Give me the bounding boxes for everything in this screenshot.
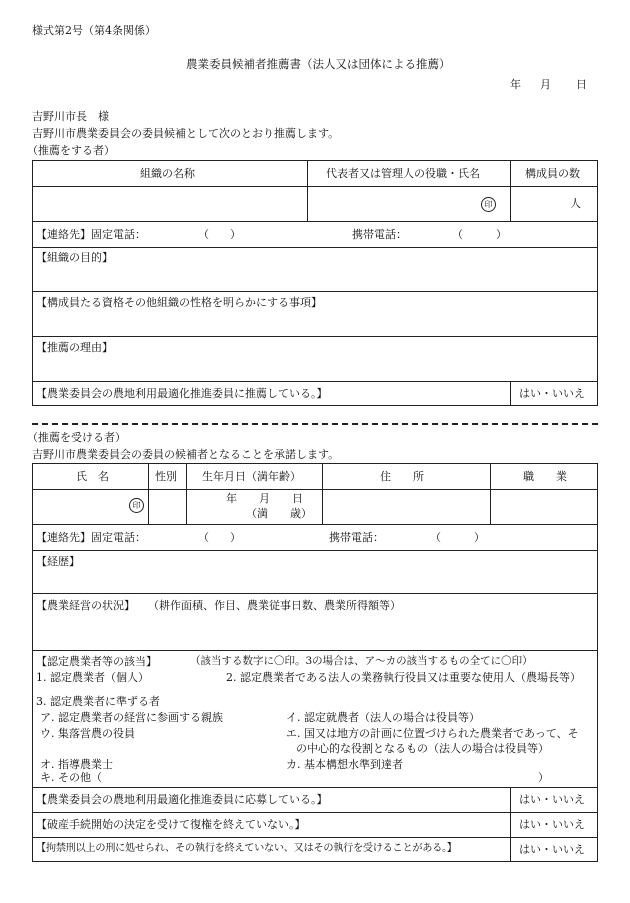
option-3[interactable]: 3. 認定農業者に準ずる者 <box>36 695 160 708</box>
career-label: 【経歴】 <box>36 555 80 568</box>
nominee-mobile-paren-open: （ <box>430 531 441 544</box>
fixed-phone-paren-close: ） <box>230 228 241 241</box>
col-gender: 性別 <box>155 470 177 483</box>
qualification-label: 【構成員たる資格その他組織の性格を明らかにする事項】 <box>36 296 322 309</box>
optimization-recommend-label: 【農業委員会の農地利用最適化推進委員に推薦している。】 <box>36 387 328 400</box>
member-count-field[interactable] <box>512 188 567 218</box>
col-representative: 代表者又は管理人の役職・氏名 <box>326 167 480 180</box>
option-3o[interactable]: オ. 指導農業士 <box>40 758 113 771</box>
certified-heading: 【認定農業者等の該当】 <box>36 655 157 668</box>
option-3ki[interactable]: キ. その他（ <box>40 771 102 784</box>
nominee-mobile-paren-close: ） <box>474 531 485 544</box>
birth-date-line[interactable]: 年 月 日 <box>226 492 303 505</box>
option-3e-continued: の中心的な役割となるもの（法人の場合は役員等） <box>296 742 549 755</box>
farming-status-detail: （耕作面積、作目、農業従事日数、農業所得額等） <box>148 599 401 612</box>
org-purpose-label: 【組織の目的】 <box>36 251 113 264</box>
option-3ka[interactable]: カ. 基本構想水準到達者 <box>286 758 403 771</box>
separator-line <box>32 423 598 425</box>
nominee-name-field[interactable] <box>34 491 129 521</box>
option-3a[interactable]: ア. 認定農業者の経営に参画する親族 <box>40 711 223 724</box>
members-unit: 人 <box>570 197 581 210</box>
option-3i[interactable]: イ. 認定就農者（法人の場合は役員等） <box>286 711 480 724</box>
contact-fixed-label: 【連絡先】固定電話： <box>36 228 146 241</box>
occupation-field[interactable] <box>492 491 596 521</box>
nominee-fixed-paren-close: ） <box>230 531 241 544</box>
age-line[interactable]: （満 歳） <box>246 507 312 520</box>
mobile-label: 携帯電話： <box>352 228 407 241</box>
date-year: 年 <box>510 78 521 91</box>
imprisonment-label: 【拘禁刑以上の刑に処せられ、その執行を終えていない、又はその執行を受けることがある。】 <box>36 843 457 854</box>
bankruptcy-label: 【破産手続開始の決定を受けて復権を終えていない。】 <box>36 818 306 831</box>
optimization-apply-label: 【農業委員会の農地利用最適化推進委員に応募している。】 <box>36 793 328 806</box>
addressee: 吉野川市長 様 <box>32 110 109 123</box>
option-3ki-close: ） <box>538 771 549 784</box>
col-name: 氏 名 <box>76 470 109 483</box>
col-occupation: 職 業 <box>523 470 567 483</box>
org-name-field[interactable] <box>34 188 304 218</box>
col-birth-date: 生年月日（満年齢） <box>202 470 301 483</box>
recommender-yes-no[interactable]: はい・いいえ <box>519 387 585 400</box>
seal-mark: 印 <box>481 197 496 212</box>
bankruptcy-yes-no[interactable]: はい・いいえ <box>519 818 585 831</box>
option-3u[interactable]: ウ. 集落営農の役員 <box>40 727 135 740</box>
date-day: 日 <box>576 78 587 91</box>
mobile-paren-close: ） <box>496 228 507 241</box>
nominee-mobile-label: 携帯電話： <box>329 531 384 544</box>
option-3e[interactable]: エ. 国又は地方の計画に位置づけられた農業者であって、そ <box>286 727 579 740</box>
nominee-fixed-paren-open: （ <box>198 531 209 544</box>
option-2[interactable]: 2. 認定農業者である法人の業務執行役員又は重要な使用人（農場長等） <box>226 671 581 684</box>
recommender-section-label: （推薦をする者） <box>27 144 115 157</box>
reason-label: 【推薦の理由】 <box>36 341 113 354</box>
form-title: 農業委員候補者推薦書（法人又は団体による推薦） <box>186 57 451 71</box>
imprisonment-yes-no[interactable]: はい・いいえ <box>519 843 585 856</box>
col-address: 住 所 <box>380 470 424 483</box>
address-field[interactable] <box>324 491 488 521</box>
certified-note: （該当する数字に〇印。3の場合は、ア～カの該当するもの全てに〇印） <box>190 655 533 667</box>
gender-field[interactable] <box>150 491 184 521</box>
nominee-section-label: （推薦を受ける者） <box>27 431 126 444</box>
optimization-yes-no[interactable]: はい・いいえ <box>519 793 585 806</box>
option-1[interactable]: 1. 認定農業者（個人） <box>36 671 149 684</box>
nominee-seal-mark: 印 <box>129 498 144 513</box>
mobile-paren-open: （ <box>452 228 463 241</box>
col-org-name: 組織の名称 <box>140 167 195 180</box>
fixed-phone-paren-open: （ <box>198 228 209 241</box>
farming-status-label: 【農業経営の状況】 <box>36 599 135 612</box>
col-member-count: 構成員の数 <box>525 167 580 180</box>
form-number: 様式第2号（第4条関係） <box>32 24 156 37</box>
intro-text: 吉野川市農業委員会の委員候補として次のとおり推薦します。 <box>32 127 340 140</box>
nominee-contact-fixed-label: 【連絡先】固定電話： <box>36 531 146 544</box>
consent-text: 吉野川市農業委員会の委員の候補者となることを承諾します。 <box>32 448 340 461</box>
date-month: 月 <box>540 78 551 91</box>
